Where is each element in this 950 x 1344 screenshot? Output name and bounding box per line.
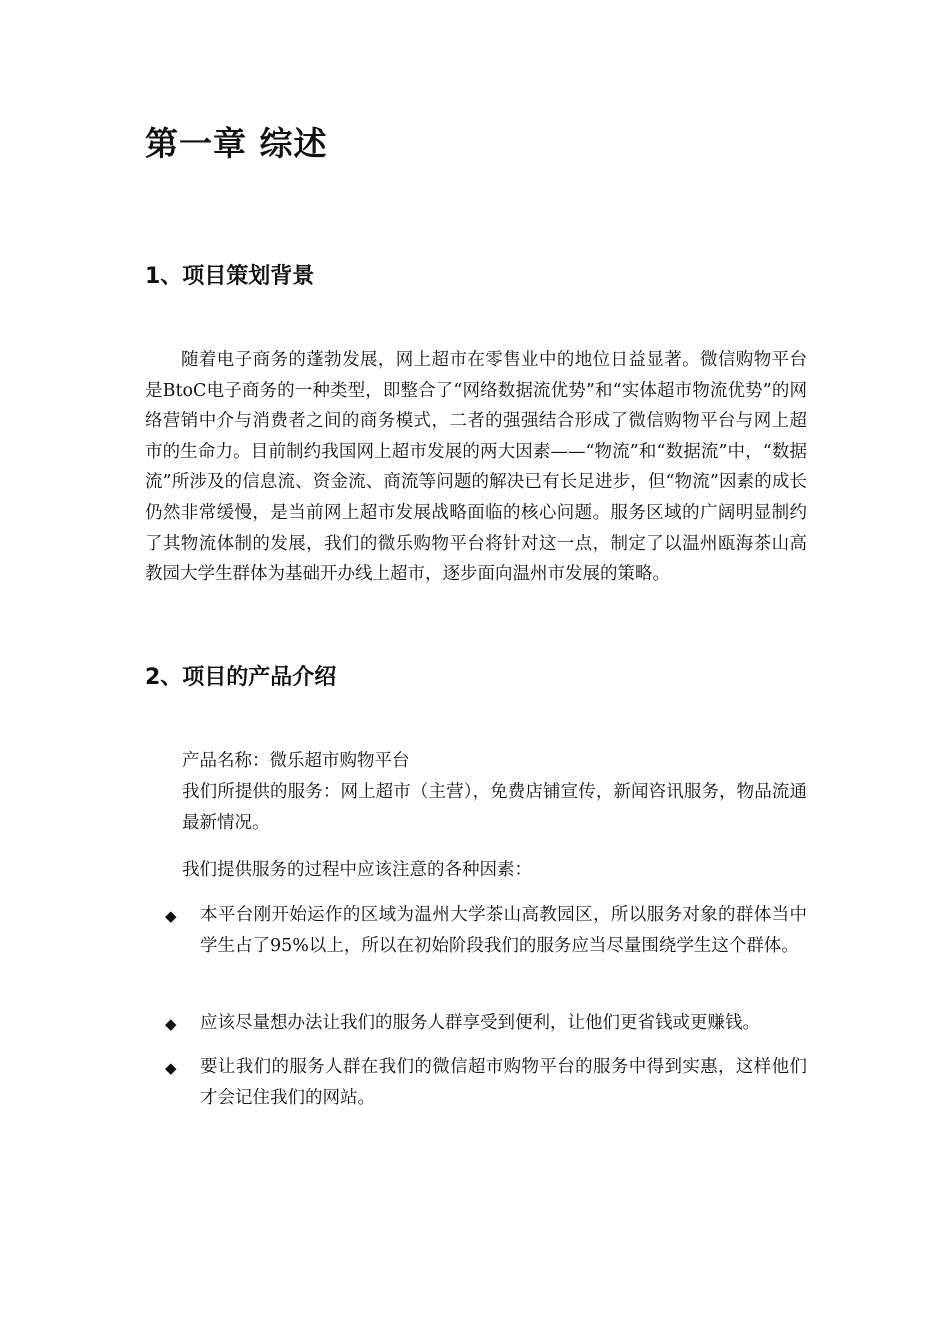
section-title-background: 1、项目策划背景 xyxy=(145,264,315,289)
diamond-bullet-icon: ◆ xyxy=(165,1059,177,1077)
background-paragraph: 随着电子商务的蓬勃发展，网上超市在零售业中的地位日益显著。微信购物平台是BtoC电子商务的一种类型，即整合了“网络数据流优势”和“实体超市物流优势”的网络营销中介与消费者之间的商务模式，二者的强强结合形成了微信购物平台与网上超市的生命力。目前制约我国网上超市发展的两大因素——“物流”和“数据流”中，“数据流”所涉及的信息流、资金流、商流等问题的解决已有长足进步，但“物流”因素的成长仍然非常缓慢，是当前网上超市发展战略面临的核心问题。服务区域的广阔明显制约了其物流体制的发展，我们的微乐购物平台将针对这一点，制定了以温州瓯海茶山高教园大学生群体为基础开办线上超市，逐步面向温州市发展的策略。 xyxy=(145,350,807,585)
product-name-line: 产品名称：微乐超市购物平台 xyxy=(182,751,410,771)
section-title-product: 2、项目的产品介绍 xyxy=(145,665,337,690)
services-line: 我们所提供的服务：网上超市（主营），免费店铺宣传，新闻咨讯服务，物品流通最新情况。 xyxy=(182,782,807,833)
list-item-text: 应该尽量想办法让我们的服务人群享受到便利，让他们更省钱或更赚钱。 xyxy=(200,1013,760,1033)
chapter-title: 第一章 综述 xyxy=(145,124,328,163)
diamond-bullet-icon: ◆ xyxy=(165,907,177,925)
factors-intro-line: 我们提供服务的过程中应该注意的各种因素： xyxy=(182,860,532,880)
list-item-text: 本平台刚开始运作的区域为温州大学茶山高教园区，所以服务对象的群体当中学生占了95%以上，所以在初始阶段我们的服务应当尽量围绕学生这个群体。 xyxy=(200,905,807,956)
list-item-text: 要让我们的服务人群在我们的微信超市购物平台的服务中得到实惠，这样他们才会记住我们的网站。 xyxy=(200,1057,807,1108)
diamond-bullet-icon: ◆ xyxy=(165,1015,177,1033)
